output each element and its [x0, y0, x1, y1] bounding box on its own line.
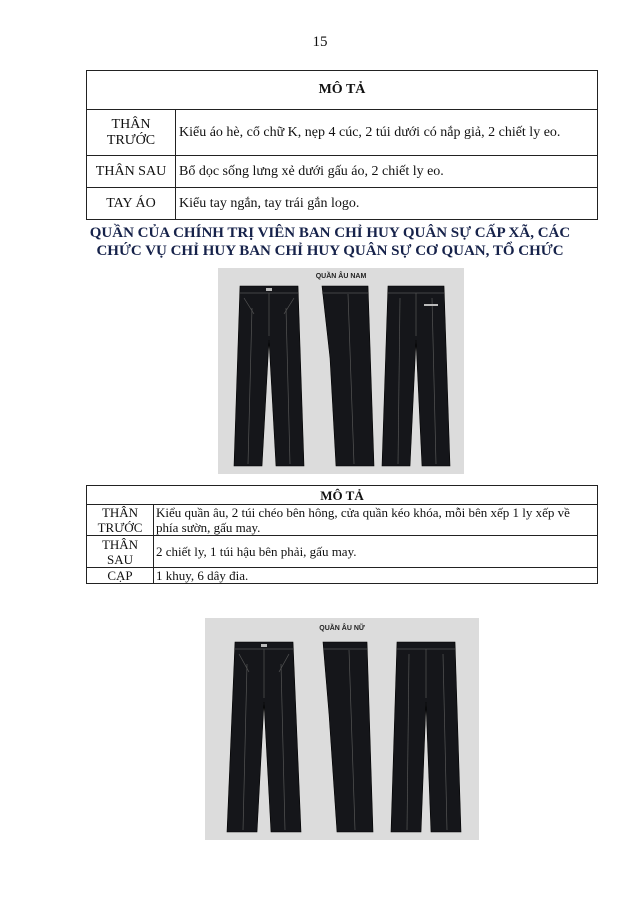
table-header: MÔ TẢ — [87, 71, 598, 110]
row-label: CẠP — [87, 568, 154, 584]
row-label: THÂN TRƯỚC — [87, 110, 176, 156]
table-row — [87, 110, 598, 156]
row-value: Bổ dọc sống lưng xẻ dưới gấu áo, 2 chiết ly eo. — [176, 156, 598, 188]
mens-trousers-illustration — [218, 268, 464, 474]
table-row — [87, 188, 598, 220]
row-label: THÂN SAU — [87, 156, 176, 188]
womens-trousers-figure — [205, 618, 479, 840]
table-row — [87, 505, 598, 536]
row-value: 2 chiết ly, 1 túi hậu bên phải, gấu may. — [154, 536, 598, 568]
row-value: Kiểu quần âu, 2 túi chéo bên hông, cửa quần kéo khóa, mỗi bên xếp 1 ly xếp về phía sườn, gấu may. — [154, 505, 598, 536]
row-value: Kiểu tay ngắn, tay trái gắn logo. — [176, 188, 598, 220]
table-header: MÔ TẢ — [87, 486, 598, 505]
mens-trousers-figure — [218, 268, 464, 474]
figure-label: QUẦN ÂU NỮ — [319, 625, 365, 632]
table-row — [87, 156, 598, 188]
row-label: TAY ÁO — [87, 188, 176, 220]
womens-trousers-illustration — [205, 618, 479, 840]
row-label: THÂN TRƯỚC — [87, 505, 154, 536]
table-row — [87, 568, 598, 584]
row-value: 1 khuy, 6 dây đia. — [154, 568, 598, 584]
page-number: 15 — [312, 34, 328, 50]
shirt-description-table — [86, 70, 598, 220]
section-heading: QUẦN CỦA CHÍNH TRỊ VIÊN BAN CHỈ HUY QUÂN SỰ CẤP XÃ, CÁC CHỨC VỤ CHỈ HUY BAN CHỈ HUY QUÂN SỰ CƠ QUAN, TỔ CHỨC — [89, 225, 571, 259]
row-label: THÂN SAU — [87, 536, 154, 568]
figure-label: QUẦN ÂU NAM — [315, 273, 367, 280]
trousers-description-table — [86, 485, 598, 584]
row-value: Kiểu áo hè, cổ chữ K, nẹp 4 cúc, 2 túi dưới có nắp giả, 2 chiết ly eo. — [176, 110, 598, 156]
table-row — [87, 536, 598, 568]
